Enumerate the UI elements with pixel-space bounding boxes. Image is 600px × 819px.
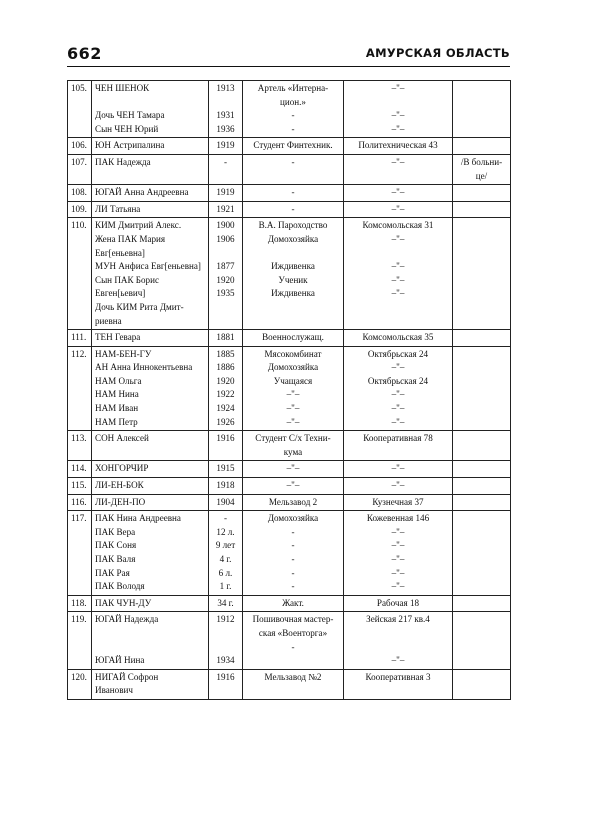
cell-number: 116. — [68, 494, 92, 511]
cell-line: –"– — [286, 480, 300, 491]
cell-address — [344, 154, 453, 184]
cell-line: НАМ Петр — [95, 416, 138, 427]
table-row — [68, 494, 511, 511]
cell-occupation — [243, 218, 344, 330]
cell-occupation — [243, 330, 344, 347]
cell-line — [212, 641, 239, 655]
cell-line: Комсомольская 35 — [362, 332, 434, 343]
registry-table — [67, 80, 511, 700]
cell-line: НАМ Ольга — [95, 375, 142, 386]
cell-line: 9 лет — [215, 540, 236, 551]
cell-line: - — [291, 567, 295, 578]
cell-line: 1912 — [216, 614, 235, 625]
cell-line: 1934 — [216, 655, 235, 666]
cell-line: –"– — [391, 274, 405, 285]
table-row — [68, 185, 511, 202]
table-row — [68, 595, 511, 612]
cell-line: –"– — [391, 554, 405, 564]
cell-line — [347, 301, 449, 315]
cell-line: Военнослужащ. — [262, 332, 324, 343]
cell-number: 107. — [68, 154, 92, 184]
cell-line — [212, 247, 239, 261]
cell-name — [92, 81, 209, 138]
cell-line: Евг[еньевна] — [95, 247, 145, 258]
cell-number: 115. — [68, 478, 92, 495]
cell-address — [344, 511, 453, 596]
cell-line: кума — [283, 446, 303, 457]
cell-line: –"– — [286, 403, 300, 414]
cell-line: –"– — [391, 110, 405, 121]
cell-name — [92, 595, 209, 612]
cell-line: –"– — [391, 463, 405, 474]
cell-occupation — [243, 612, 344, 669]
cell-name — [92, 511, 209, 596]
cell-note — [453, 494, 511, 511]
cell-address — [344, 494, 453, 511]
cell-line: Студент С/х Техни- — [255, 433, 331, 444]
cell-line: - — [223, 156, 228, 167]
cell-line: 1922 — [216, 389, 235, 400]
cell-line: –"– — [391, 233, 405, 244]
cell-line: 1916 — [216, 433, 235, 444]
cell-line: 1913 — [216, 83, 235, 93]
cell-line: Студент Финтехник. — [253, 140, 333, 151]
cell-line: Иванович — [95, 685, 133, 696]
cell-line — [212, 315, 239, 329]
cell-year — [209, 138, 243, 155]
cell-number: 118. — [68, 595, 92, 612]
cell-line: це/ — [475, 170, 488, 181]
cell-note — [453, 330, 511, 347]
cell-name — [92, 431, 209, 461]
cell-line: 1915 — [216, 463, 235, 474]
cell-line: Мясокомбинат — [264, 348, 322, 359]
cell-line: –"– — [391, 581, 405, 592]
cell-line: 1881 — [216, 332, 235, 343]
cell-line: 1924 — [216, 403, 235, 414]
cell-line: В.А. Пароходство — [258, 220, 328, 231]
table-row — [68, 612, 511, 669]
cell-line — [246, 654, 340, 668]
cell-line: 4 г. — [219, 554, 232, 564]
cell-line: 1919 — [216, 140, 235, 151]
cell-line: 1931 — [216, 110, 235, 121]
cell-line: Сын ЧЕН Юрий — [95, 123, 159, 134]
cell-note — [453, 154, 511, 184]
cell-year — [209, 185, 243, 202]
cell-line: - — [291, 110, 295, 121]
cell-line — [347, 247, 449, 261]
cell-name — [92, 330, 209, 347]
cell-number: 108. — [68, 185, 92, 202]
cell-name — [92, 494, 209, 511]
cell-line — [246, 301, 340, 315]
cell-year — [209, 201, 243, 218]
registry-table-body — [68, 81, 511, 700]
cell-line: –"– — [391, 83, 405, 93]
cell-line: Октябрьская 24 — [367, 348, 429, 359]
cell-line: Мельзавод №2 — [264, 671, 322, 682]
cell-line: 1920 — [216, 274, 235, 285]
cell-line: СОН Алексей — [95, 433, 149, 444]
cell-occupation — [243, 185, 344, 202]
cell-line: –"– — [391, 480, 405, 491]
cell-line — [347, 315, 449, 329]
cell-year — [209, 431, 243, 461]
cell-year — [209, 669, 243, 699]
cell-occupation — [243, 154, 344, 184]
cell-note — [453, 511, 511, 596]
cell-name — [92, 218, 209, 330]
cell-line: - — [291, 540, 295, 551]
cell-line: –"– — [391, 526, 405, 537]
cell-line: ПАК Нина Андреевна — [95, 513, 181, 524]
table-row — [68, 201, 511, 218]
cell-line — [212, 96, 239, 110]
cell-line — [95, 641, 205, 655]
cell-number: 109. — [68, 201, 92, 218]
cell-line: 1918 — [216, 480, 235, 491]
cell-number: 117. — [68, 511, 92, 596]
cell-note — [453, 595, 511, 612]
cell-note — [453, 201, 511, 218]
cell-occupation — [243, 138, 344, 155]
cell-line: Кооперативная 78 — [363, 433, 433, 444]
cell-line: риевна — [95, 315, 122, 326]
cell-line: 1935 — [216, 288, 235, 299]
cell-line: Сын ПАК Борис — [95, 274, 160, 285]
cell-line: - — [223, 513, 228, 524]
cell-line: 1 г. — [219, 581, 232, 592]
table-row — [68, 511, 511, 596]
table-row — [68, 330, 511, 347]
cell-line: - — [291, 526, 295, 537]
cell-line: –"– — [391, 540, 405, 551]
cell-note — [453, 218, 511, 330]
cell-address — [344, 478, 453, 495]
cell-name — [92, 201, 209, 218]
cell-line: –"– — [286, 389, 300, 400]
cell-line: ПАК Рая — [95, 567, 130, 578]
table-row — [68, 431, 511, 461]
cell-line: НАМ Иван — [95, 403, 139, 414]
cell-number: 111. — [68, 330, 92, 347]
cell-line — [246, 247, 340, 261]
cell-line: - — [291, 156, 295, 167]
cell-line: АН Анна Иннокентьевна — [95, 362, 193, 373]
cell-occupation — [243, 201, 344, 218]
cell-occupation — [243, 669, 344, 699]
cell-note — [453, 478, 511, 495]
cell-year — [209, 595, 243, 612]
cell-year — [209, 218, 243, 330]
cell-line: 12 л. — [216, 526, 235, 537]
page-header — [67, 44, 510, 67]
cell-number: 113. — [68, 431, 92, 461]
cell-name — [92, 346, 209, 431]
cell-line: Рабочая 18 — [376, 597, 420, 608]
cell-line: Евген[ьевич] — [95, 288, 146, 299]
cell-occupation — [243, 494, 344, 511]
cell-line: 1885 — [216, 348, 235, 359]
cell-line: Домохозяйка — [267, 233, 319, 244]
table-row — [68, 218, 511, 330]
cell-name — [92, 478, 209, 495]
table-row — [68, 81, 511, 138]
cell-line: Кожевенная 146 — [366, 513, 430, 524]
cell-line: –"– — [391, 187, 405, 198]
cell-occupation — [243, 346, 344, 431]
cell-number: 106. — [68, 138, 92, 155]
cell-line: 1936 — [216, 123, 235, 134]
cell-address — [344, 612, 453, 669]
cell-line: 6 л. — [218, 567, 233, 578]
cell-year — [209, 461, 243, 478]
cell-line: Иждивенка — [271, 261, 315, 272]
cell-number: 120. — [68, 669, 92, 699]
cell-year — [209, 511, 243, 596]
cell-line: 1877 — [216, 261, 235, 272]
cell-line: цион.» — [280, 96, 306, 107]
cell-line: - — [291, 123, 295, 134]
cell-line: НАМ Нина — [95, 389, 139, 400]
cell-line: Мельзавод 2 — [268, 496, 318, 507]
cell-line: /В больни- — [460, 156, 503, 167]
cell-note — [453, 431, 511, 461]
cell-note — [453, 81, 511, 138]
cell-line: ПАК Вера — [95, 526, 136, 537]
cell-note — [453, 185, 511, 202]
cell-address — [344, 138, 453, 155]
cell-line: НАМ-БЕН-ГУ — [95, 348, 152, 359]
cell-line: ПАК Володя — [95, 581, 145, 592]
cell-line: ЛИ Татьяна — [95, 203, 141, 214]
cell-address — [344, 431, 453, 461]
table-row — [68, 346, 511, 431]
cell-line: Комсомольская 31 — [362, 220, 434, 231]
cell-line: ПАК ЧУН-ДУ — [95, 597, 152, 608]
cell-line: –"– — [391, 416, 405, 427]
cell-name — [92, 138, 209, 155]
cell-line: ская «Военторга» — [258, 627, 328, 638]
cell-address — [344, 218, 453, 330]
cell-line: –"– — [286, 463, 300, 474]
cell-line: –"– — [391, 123, 405, 134]
cell-line: ЛИ-ЕН-БОК — [95, 480, 144, 491]
cell-line: –"– — [286, 416, 300, 427]
cell-line — [95, 627, 205, 641]
cell-number: 112. — [68, 346, 92, 431]
cell-name — [92, 185, 209, 202]
cell-line: ЮН Астрипалина — [95, 140, 165, 151]
cell-line — [212, 627, 239, 641]
cell-address — [344, 669, 453, 699]
cell-name — [92, 461, 209, 478]
cell-name — [92, 612, 209, 669]
cell-line: - — [291, 203, 295, 214]
cell-year — [209, 154, 243, 184]
cell-line: –"– — [391, 203, 405, 214]
cell-line: Домохозяйка — [267, 513, 319, 524]
cell-occupation — [243, 478, 344, 495]
cell-line: - — [291, 554, 295, 564]
cell-line: КИМ Дмитрий Алекс. — [95, 220, 182, 231]
cell-year — [209, 612, 243, 669]
cell-line: Октябрьская 24 — [367, 375, 429, 386]
cell-line — [347, 96, 449, 110]
cell-address — [344, 185, 453, 202]
cell-line: 1904 — [216, 496, 235, 507]
cell-line: Жакт. — [282, 597, 304, 608]
cell-line: Иждивенка — [271, 288, 315, 299]
cell-address — [344, 201, 453, 218]
running-title: АМУРСКАЯ ОБЛАСТЬ — [365, 46, 510, 60]
cell-number: 114. — [68, 461, 92, 478]
cell-line: Артель «Интерна- — [257, 83, 329, 93]
cell-line: –"– — [391, 655, 405, 666]
cell-year — [209, 346, 243, 431]
cell-note — [453, 612, 511, 669]
cell-line: Политехническая 43 — [358, 140, 438, 151]
cell-line: НИГАЙ Софрон — [95, 671, 159, 682]
cell-occupation — [243, 431, 344, 461]
table-row — [68, 461, 511, 478]
cell-line: - — [291, 641, 295, 652]
cell-line: ЮГАЙ Нина — [95, 655, 145, 666]
cell-year — [209, 478, 243, 495]
cell-note — [453, 461, 511, 478]
cell-line: –"– — [391, 567, 405, 578]
cell-line: 1920 — [216, 375, 235, 386]
cell-number: 119. — [68, 612, 92, 669]
cell-line: Учащаяся — [273, 375, 313, 386]
cell-occupation — [243, 595, 344, 612]
cell-line: –"– — [391, 362, 405, 373]
cell-line: Кооперативная 3 — [365, 671, 431, 682]
cell-name — [92, 669, 209, 699]
cell-line: 1900 — [216, 220, 235, 231]
cell-line: Ученик — [278, 274, 308, 285]
cell-line: - — [291, 581, 295, 592]
cell-line: ПАК Надежда — [95, 156, 151, 167]
cell-line: 1921 — [216, 203, 235, 214]
cell-line: ПАК Валя — [95, 554, 136, 564]
cell-line: 34 г. — [217, 597, 234, 608]
cell-line: ТЕН Гевара — [95, 332, 141, 343]
cell-line: - — [291, 187, 295, 198]
cell-line: 1916 — [216, 671, 235, 682]
table-row — [68, 669, 511, 699]
cell-line — [212, 301, 239, 315]
cell-address — [344, 346, 453, 431]
cell-line: Кузнечная 37 — [372, 496, 424, 507]
cell-line: 1919 — [216, 187, 235, 198]
cell-line: Жена ПАК Мария — [95, 233, 166, 244]
cell-line: ЮГАЙ Надежда — [95, 614, 159, 625]
cell-line: –"– — [391, 403, 405, 414]
cell-line: ЛИ-ДЕН-ПО — [95, 496, 146, 507]
cell-number: 105. — [68, 81, 92, 138]
cell-line: Пошивочная мастер- — [252, 614, 334, 625]
cell-line: –"– — [391, 156, 405, 167]
page-number: 662 — [67, 44, 102, 63]
cell-line: 1906 — [216, 233, 235, 244]
cell-number: 110. — [68, 218, 92, 330]
cell-line: ПАК Соня — [95, 540, 137, 551]
cell-line: Дочь КИМ Рита Дмит- — [95, 301, 184, 312]
cell-line: –"– — [391, 288, 405, 299]
cell-line: –"– — [391, 261, 405, 272]
cell-line: ХОНГОРЧИР — [95, 463, 149, 474]
cell-line: ЮГАЙ Анна Андреевна — [95, 187, 189, 198]
cell-address — [344, 81, 453, 138]
cell-year — [209, 330, 243, 347]
cell-line — [347, 627, 449, 641]
table-row — [68, 138, 511, 155]
cell-address — [344, 595, 453, 612]
cell-year — [209, 494, 243, 511]
cell-line: ЧЕН ШЕНОК — [95, 83, 150, 93]
cell-year — [209, 81, 243, 138]
cell-line: –"– — [391, 389, 405, 400]
cell-address — [344, 330, 453, 347]
table-row — [68, 154, 511, 184]
cell-line — [347, 641, 449, 655]
cell-line: Зейская 217 кв.4 — [366, 614, 430, 625]
cell-occupation — [243, 81, 344, 138]
cell-line — [246, 315, 340, 329]
cell-line: МУН Анфиса Евг[еньевна] — [95, 261, 201, 272]
cell-address — [344, 461, 453, 478]
cell-line: 1886 — [216, 362, 235, 373]
cell-note — [453, 669, 511, 699]
cell-line: Домохозяйка — [267, 362, 319, 373]
cell-line — [95, 96, 205, 110]
cell-note — [453, 138, 511, 155]
cell-note — [453, 346, 511, 431]
cell-occupation — [243, 511, 344, 596]
cell-occupation — [243, 461, 344, 478]
cell-line: 1926 — [216, 416, 235, 427]
cell-name — [92, 154, 209, 184]
table-row — [68, 478, 511, 495]
cell-line: Дочь ЧЕН Тамара — [95, 110, 165, 121]
